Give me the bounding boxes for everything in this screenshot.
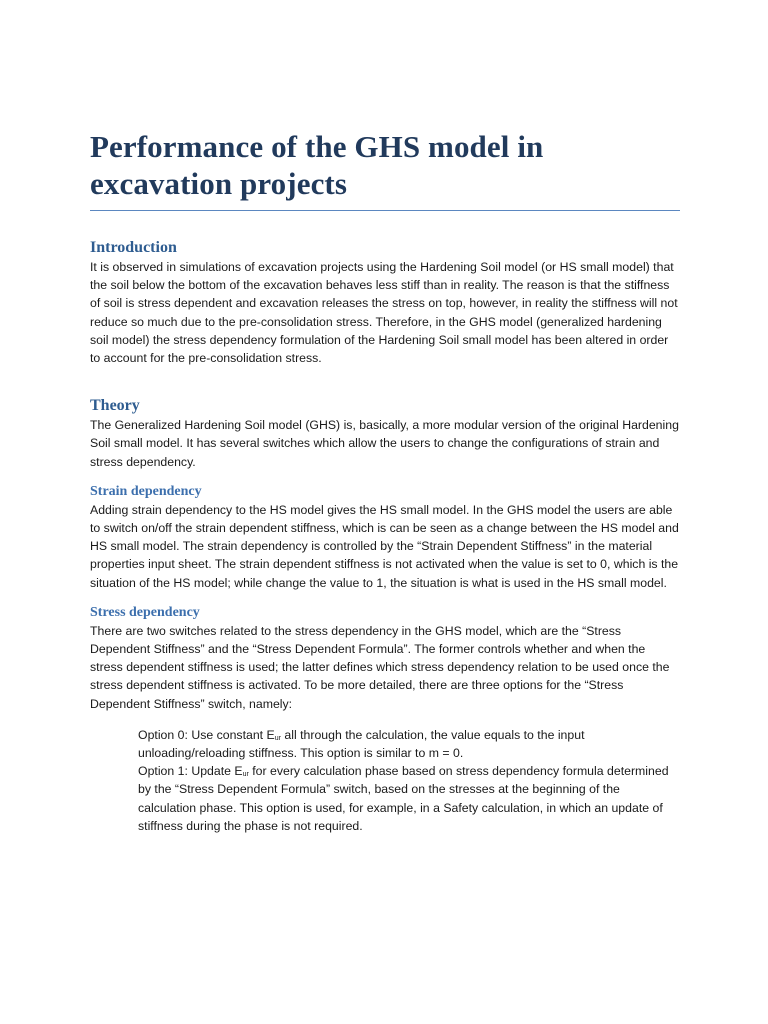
option-1-rest: for every calculation phase based on stress dependency formula determined by the “Stress Dependent Formula” switch, based on the stresses at the beginning of the calculation phase. This option is used, for example, in a Safety calculation, in which an update of stiffness during the phase is not required. — [138, 764, 669, 833]
theory-heading: Theory — [90, 397, 140, 415]
theory-section — [90, 396, 680, 471]
document-title: Performance of the GHS model in excavation projects — [90, 128, 680, 211]
option-0-text — [138, 726, 680, 762]
option-1-lead: Option 1: Update E — [138, 764, 243, 779]
stress-options-list — [90, 726, 680, 835]
theory-paragraph: The Generalized Hardening Soil model (GHS) is, basically, a more modular version of the original Hardening Soil small model. It has several switches which allow the users to change the configurations of strain and stress dependency. — [90, 418, 679, 469]
stress-dependency-paragraph: There are two switches related to the stress dependency in the GHS model, which are the “Stress Dependent Stiffness” and the “Stress Dependent Formula”. The former controls whether and when the stress dependent stiffness is used; the latter defines which stress dependency relation to be used once the stress dependent stiffness is activated. To be more detailed, there are three options for the “Stress Dependent Stiffness” switch, namely: — [90, 623, 670, 711]
option-0-subscript: ur — [274, 734, 281, 742]
introduction-section — [90, 238, 680, 367]
stress-dependency-section — [90, 604, 680, 835]
option-0-rest: all through the calculation, the value equals to the input unloading/reloading stiffness. This option is similar to m = 0. — [138, 727, 585, 761]
strain-dependency-section — [90, 483, 680, 592]
option-1-text — [138, 762, 680, 835]
document-page — [90, 128, 680, 835]
introduction-heading: Introduction — [90, 239, 177, 256]
introduction-paragraph: It is observed in simulations of excavation projects using the Hardening Soil model (or HS small model) that the soil below the bottom of the excavation behaves less stiff than in reality. The reason is that the stiffness of soil is stress dependent and excavation releases the stress on top, however, in reality the stiffness will not reduce so much due to the pre-consolidation stress. Therefore, in the GHS model (generalized hardening soil model) the stress dependency formulation of the Hardening Soil small model has been altered in order to account for the pre-consolidation stress. — [90, 260, 678, 366]
stress-dependency-heading: Stress dependency — [90, 604, 200, 620]
strain-dependency-paragraph: Adding strain dependency to the HS model gives the HS small model. In the GHS model the users are able to switch on/off the strain dependent stiffness, which is can be seen as a change between the HS model and HS small model. The strain dependency is controlled by the “Strain Dependent Stiffness” in the material properties input sheet. The strain dependent stiffness is not activated when the value is set to 0, which is the situation of the HS model; while change the value to 1, the situation is what is used in the HS small model. — [90, 502, 679, 590]
option-0-lead: Option 0: Use constant E — [138, 727, 275, 742]
strain-dependency-heading: Strain dependency — [90, 483, 202, 499]
option-1-subscript: ur — [242, 771, 249, 779]
